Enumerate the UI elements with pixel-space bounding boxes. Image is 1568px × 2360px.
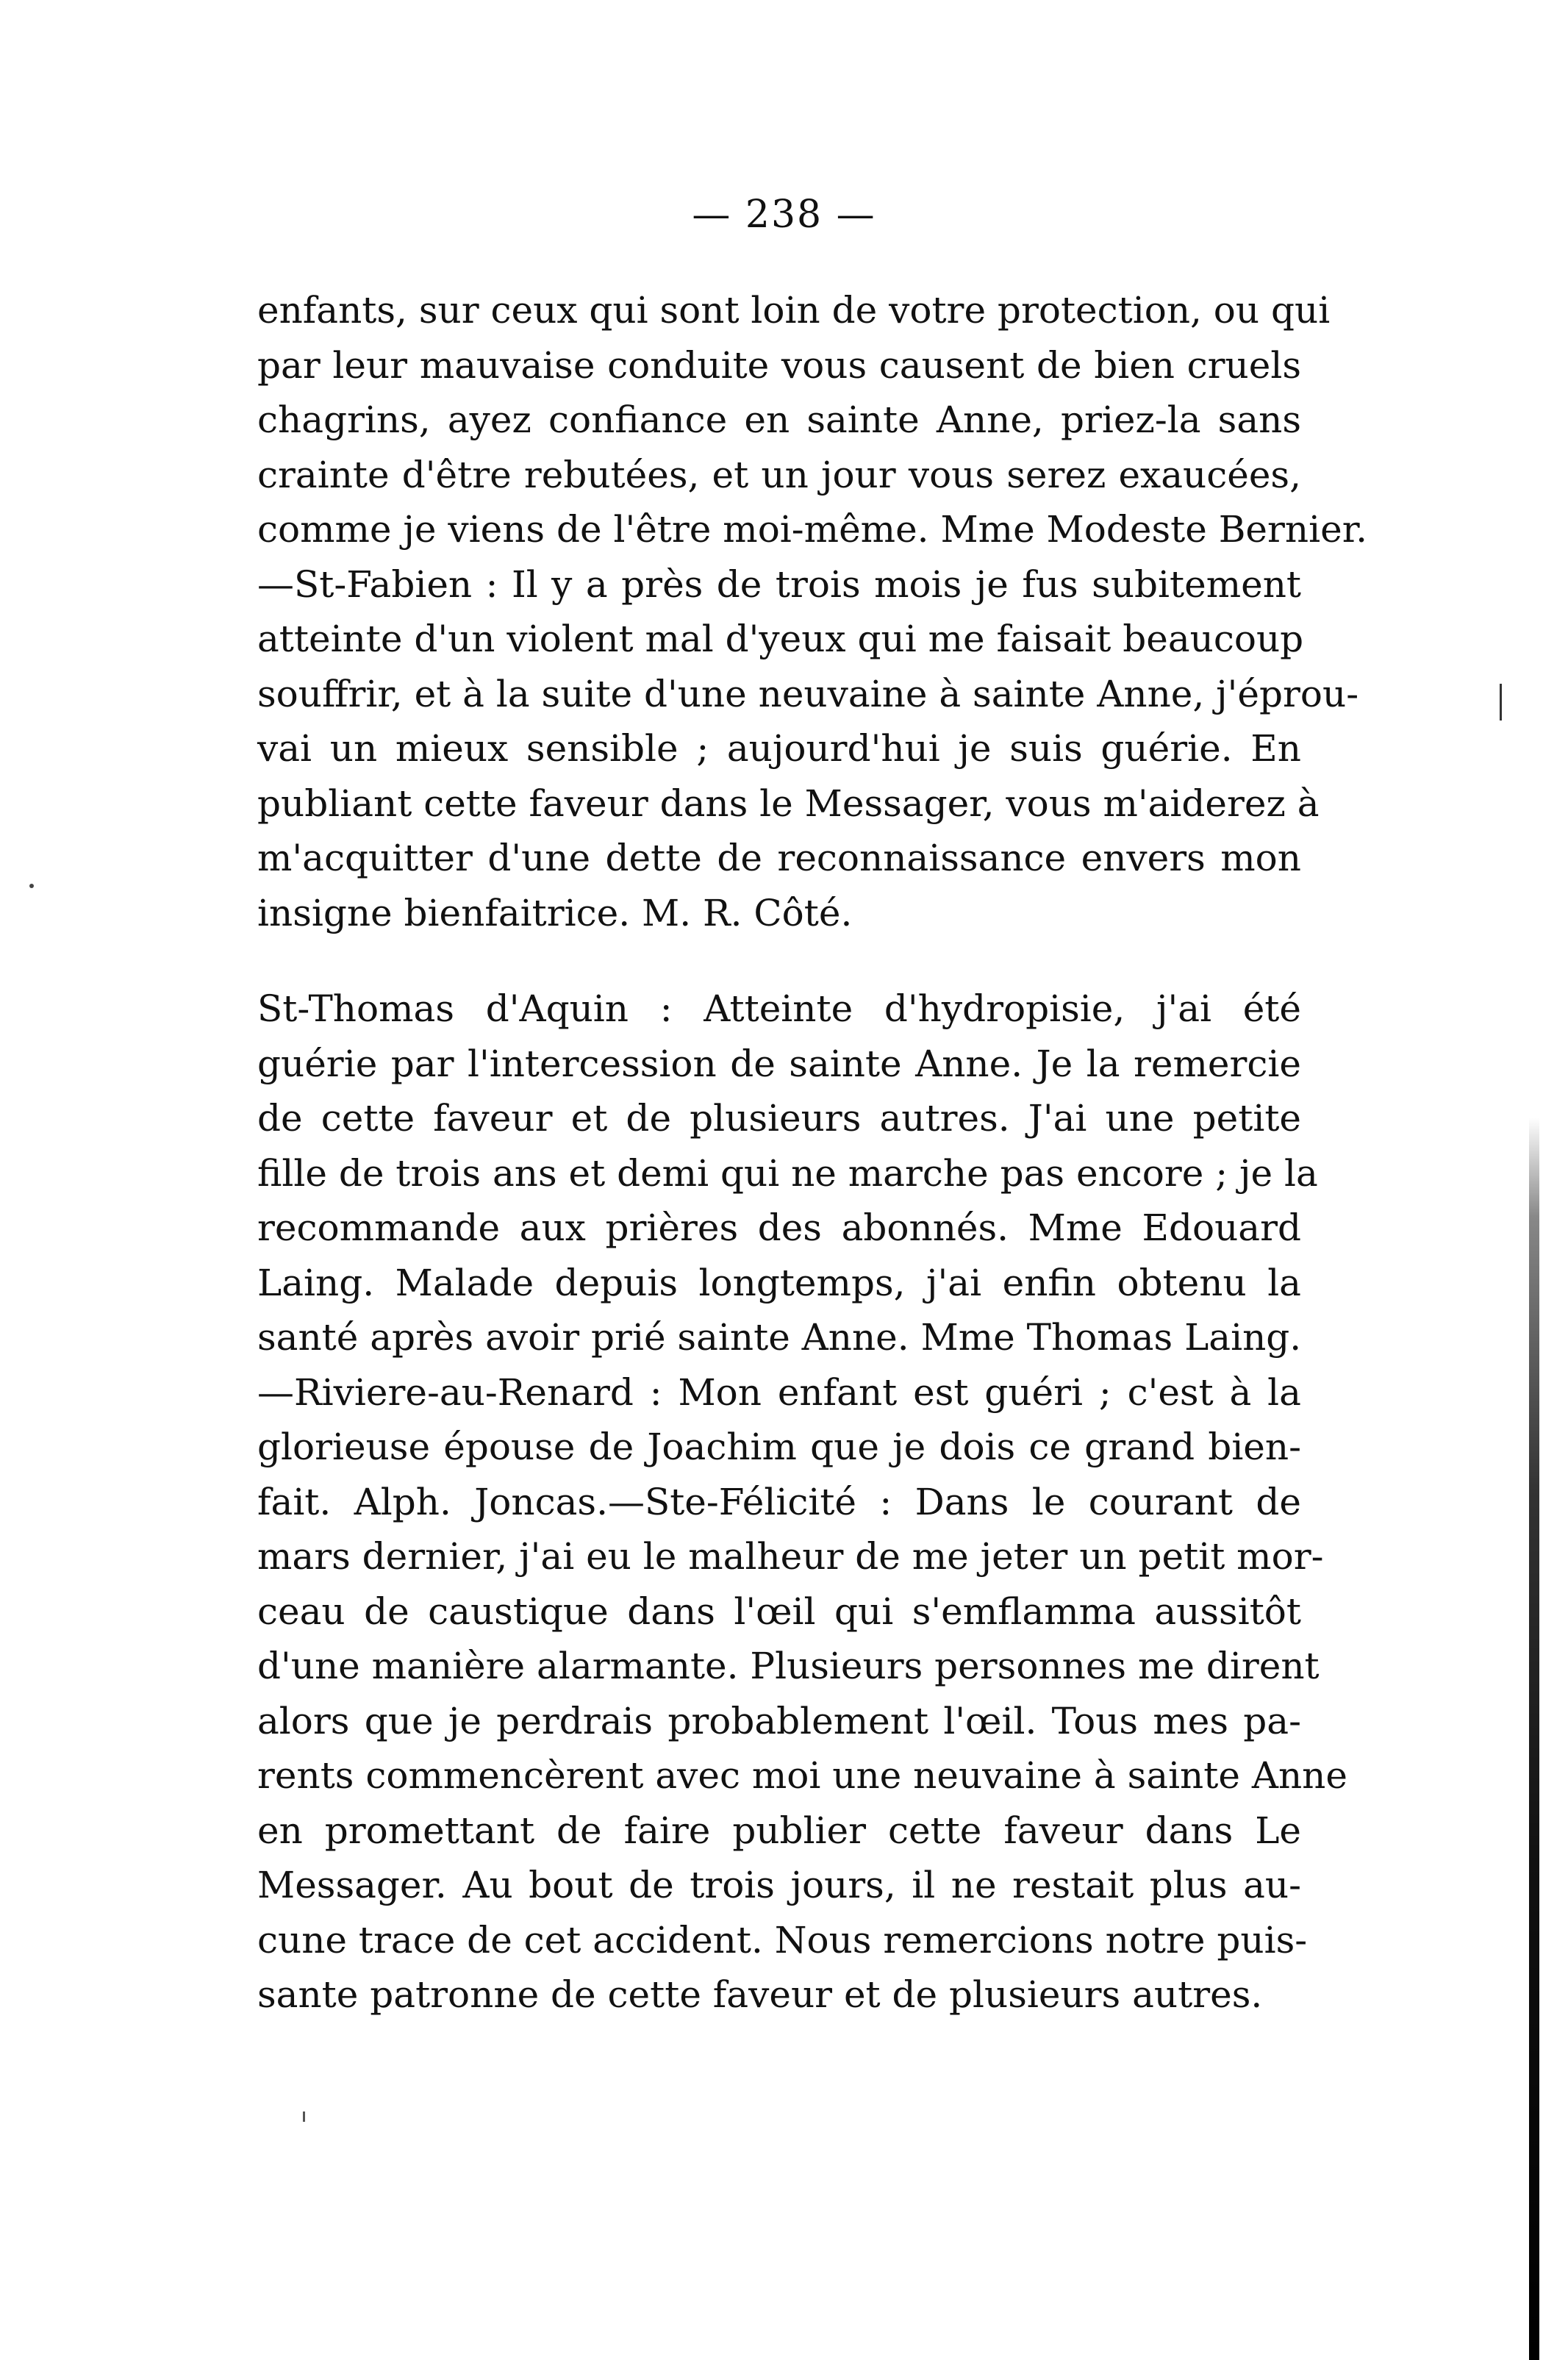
text-line: recommande aux prières des abonnés. Mme Edouard	[257, 1206, 1301, 1249]
text-line: guérie par l'intercession de sainte Anne. Je la remercie	[257, 1042, 1301, 1085]
text-line: souffrir, et à la suite d'une neuvaine à sainte Anne, j'éprou-	[257, 672, 1359, 715]
text-line: en promettant de faire publier cette faveur dans Le	[257, 1809, 1301, 1852]
scan-speck	[303, 2112, 305, 2122]
text-line: de cette faveur et de plusieurs autres. J'ai une petite	[257, 1097, 1301, 1140]
paragraph-1	[257, 283, 1368, 940]
text-line: enfants, sur ceux qui sont loin de votre protection, ou qui	[257, 289, 1331, 332]
text-line: alors que je perdrais probablement l'œil. Tous mes pa-	[257, 1699, 1301, 1742]
text-line: d'une manière alarmante. Plusieurs personnes me dirent	[257, 1645, 1320, 1687]
text-line: ceau de caustique dans l'œil qui s'emflamma aussitôt	[257, 1590, 1301, 1633]
paragraph-2	[257, 981, 1347, 2023]
text-line: par leur mauvaise conduite vous causent de bien cruels	[257, 343, 1301, 387]
text-line: fait. Alph. Joncas.—Ste-Félicité : Dans le courant de	[257, 1480, 1301, 1523]
text-line: insigne bienfaitrice. M. R. Côté.	[257, 891, 853, 934]
text-line: m'acquitter d'une dette de reconnaissance envers mon	[257, 837, 1301, 879]
text-line: Messager. Au bout de trois jours, il ne restait plus au-	[257, 1864, 1301, 1906]
text-line: mars dernier, j'ai eu le malheur de me jeter un petit mor-	[257, 1535, 1324, 1578]
text-line: atteinte d'un violent mal d'yeux qui me faisait beaucoup	[257, 618, 1304, 660]
text-line: Laing. Malade depuis longtemps, j'ai enfin obtenu la	[257, 1261, 1301, 1304]
text-line: glorieuse épouse de Joachim que je dois ce grand bien-	[257, 1426, 1301, 1468]
text-line: crainte d'être rebutées, et un jour vous serez exaucées,	[257, 453, 1301, 496]
text-line: rents commencèrent avec moi une neuvaine à sainte Anne	[257, 1754, 1347, 1797]
scan-edge-mark	[1500, 684, 1502, 720]
text-line: publiant cette faveur dans le Messager, vous m'aiderez à	[257, 782, 1320, 825]
text-line: chagrins, ayez confiance en sainte Anne, priez-la sans	[257, 398, 1301, 441]
text-line: fille de trois ans et demi qui ne marche pas encore ; je la	[257, 1151, 1318, 1195]
text-line: —Riviere-au-Renard : Mon enfant est guéri ; c'est à la	[257, 1370, 1301, 1414]
text-line: —St-Fabien : Il y a près de trois mois je fus subitement	[257, 562, 1301, 606]
text-line: St-Thomas d'Aquin : Atteinte d'hydropisie, j'ai été	[257, 987, 1301, 1030]
text-line: sante patronne de cette faveur et de plusieurs autres.	[257, 1973, 1263, 2016]
text-line: santé après avoir prié sainte Anne. Mme Thomas Laing.	[257, 1316, 1302, 1359]
text-line: vai un mieux sensible ; aujourd'hui je suis guérie. En	[257, 727, 1301, 770]
text-line: cune trace de cet accident. Nous remercions notre puis-	[257, 1918, 1308, 1962]
scan-page-edge	[1529, 1118, 1539, 2360]
text-line: comme je viens de l'être moi-même. Mme Modeste Bernier.	[257, 508, 1368, 551]
page-number: — 238 —	[692, 193, 876, 237]
scan-speck	[29, 884, 34, 888]
